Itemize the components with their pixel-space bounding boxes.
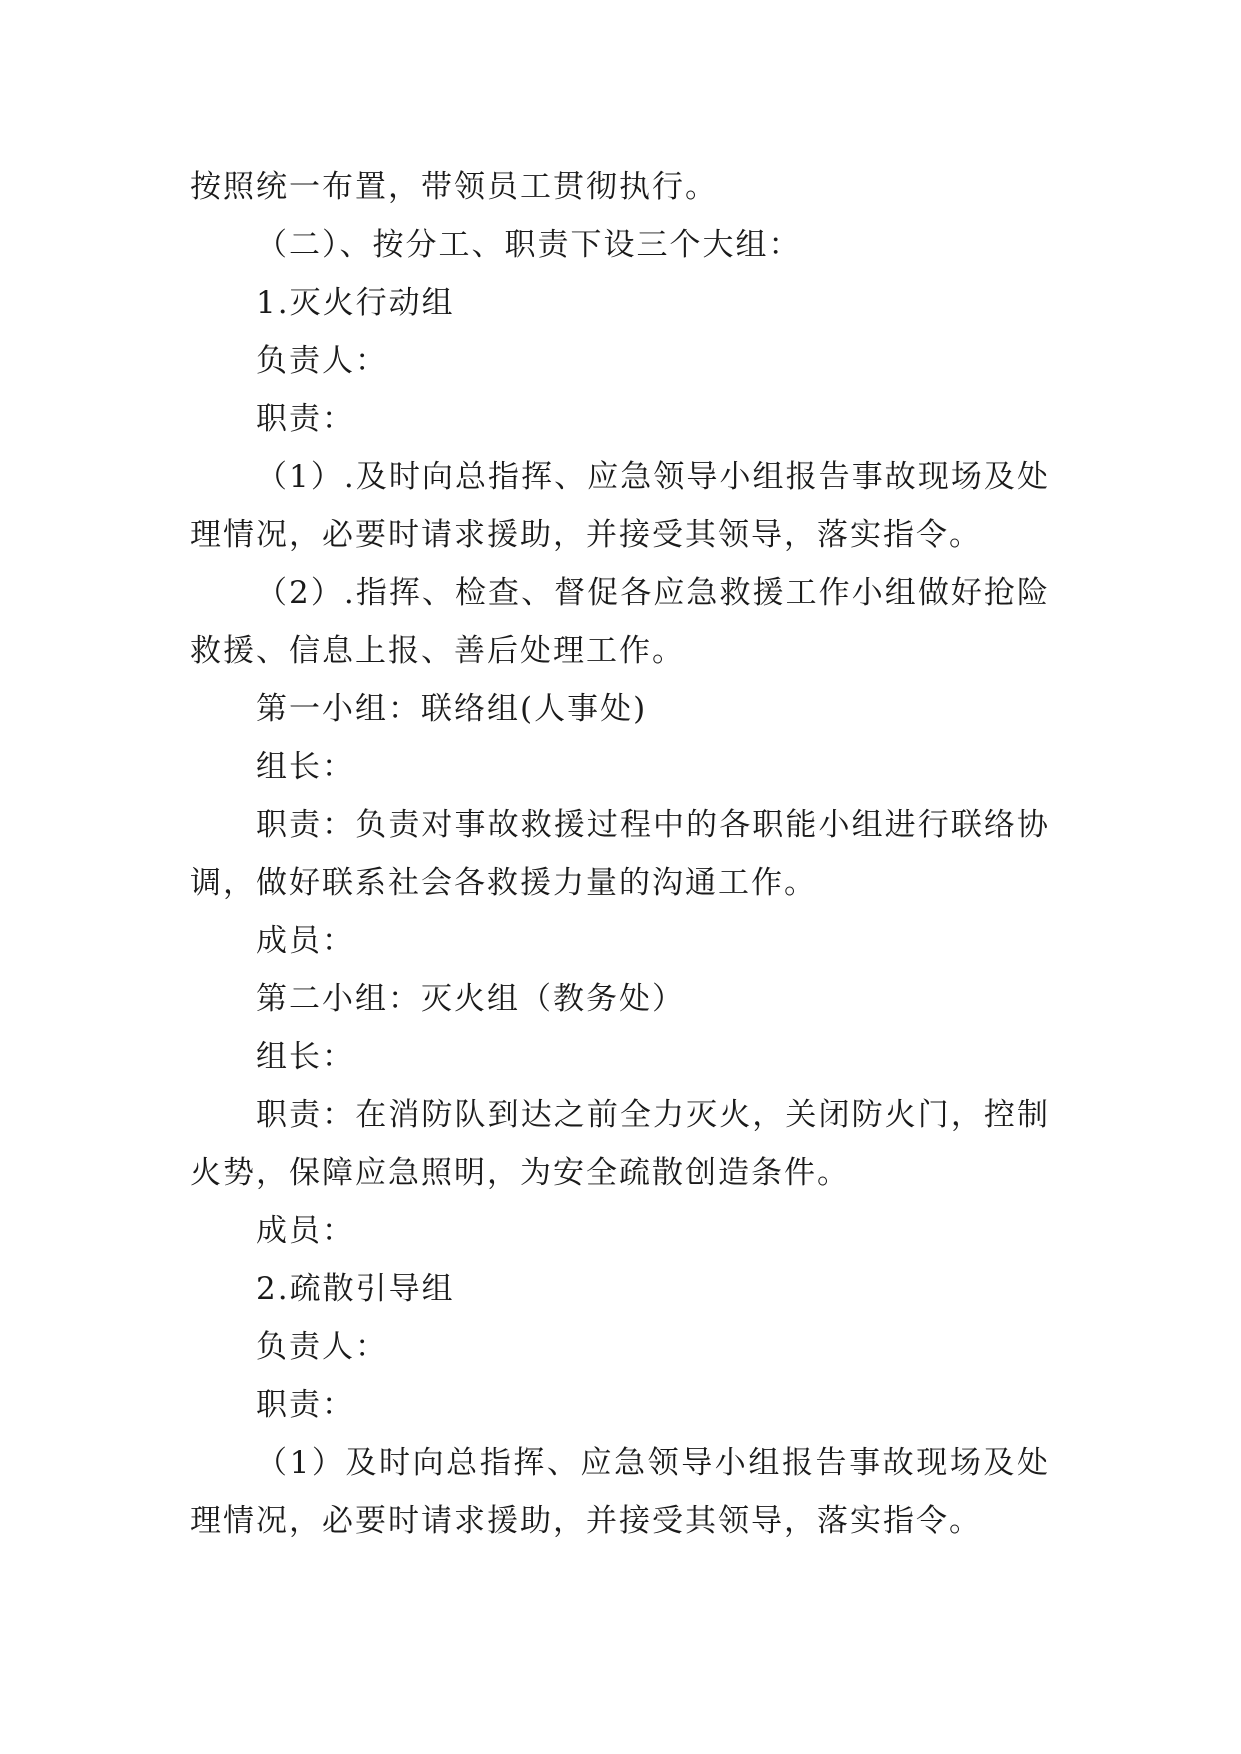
field-label: 成员： [256, 1213, 355, 1249]
group-title: 1.灭火行动组 [256, 285, 455, 321]
paragraph: （2）.指挥、检查、督促各应急救援工作小组做好抢险救援、信息上报、善后处理工作。 [190, 575, 1050, 669]
paragraph: 按照统一布置，带领员工贯彻执行。 [190, 169, 718, 205]
paragraph: （1）.及时向总指挥、应急领导小组报告事故现场及处理情况，必要时请求援助，并接受其领导，落实指令。 [190, 459, 1050, 553]
subgroup-title: 第二小组：灭火组（教务处） [256, 981, 685, 1017]
paragraph: 职责：负责对事故救援过程中的各职能小组进行联络协调，做好联系社会各救援力量的沟通工作。 [190, 807, 1050, 901]
paragraph: 职责：在消防队到达之前全力灭火，关闭防火门，控制火势，保障应急照明，为安全疏散创造条件。 [190, 1097, 1050, 1191]
subgroup-title: 第一小组：联络组(人事处) [256, 691, 648, 727]
field-label: 负责人： [256, 343, 388, 379]
document-body [190, 158, 1050, 1550]
field-label: 成员： [256, 923, 355, 959]
field-label: 职责： [256, 401, 355, 437]
group-title: 2.疏散引导组 [256, 1271, 455, 1307]
field-label: 组长： [256, 749, 355, 785]
section-heading: （二）、按分工、职责下设三个大组： [256, 227, 802, 263]
field-label: 组长： [256, 1039, 355, 1075]
field-label: 职责： [256, 1387, 355, 1423]
field-label: 负责人： [256, 1329, 388, 1365]
paragraph: （1）及时向总指挥、应急领导小组报告事故现场及处理情况，必要时请求援助，并接受其领导，落实指令。 [190, 1445, 1050, 1539]
